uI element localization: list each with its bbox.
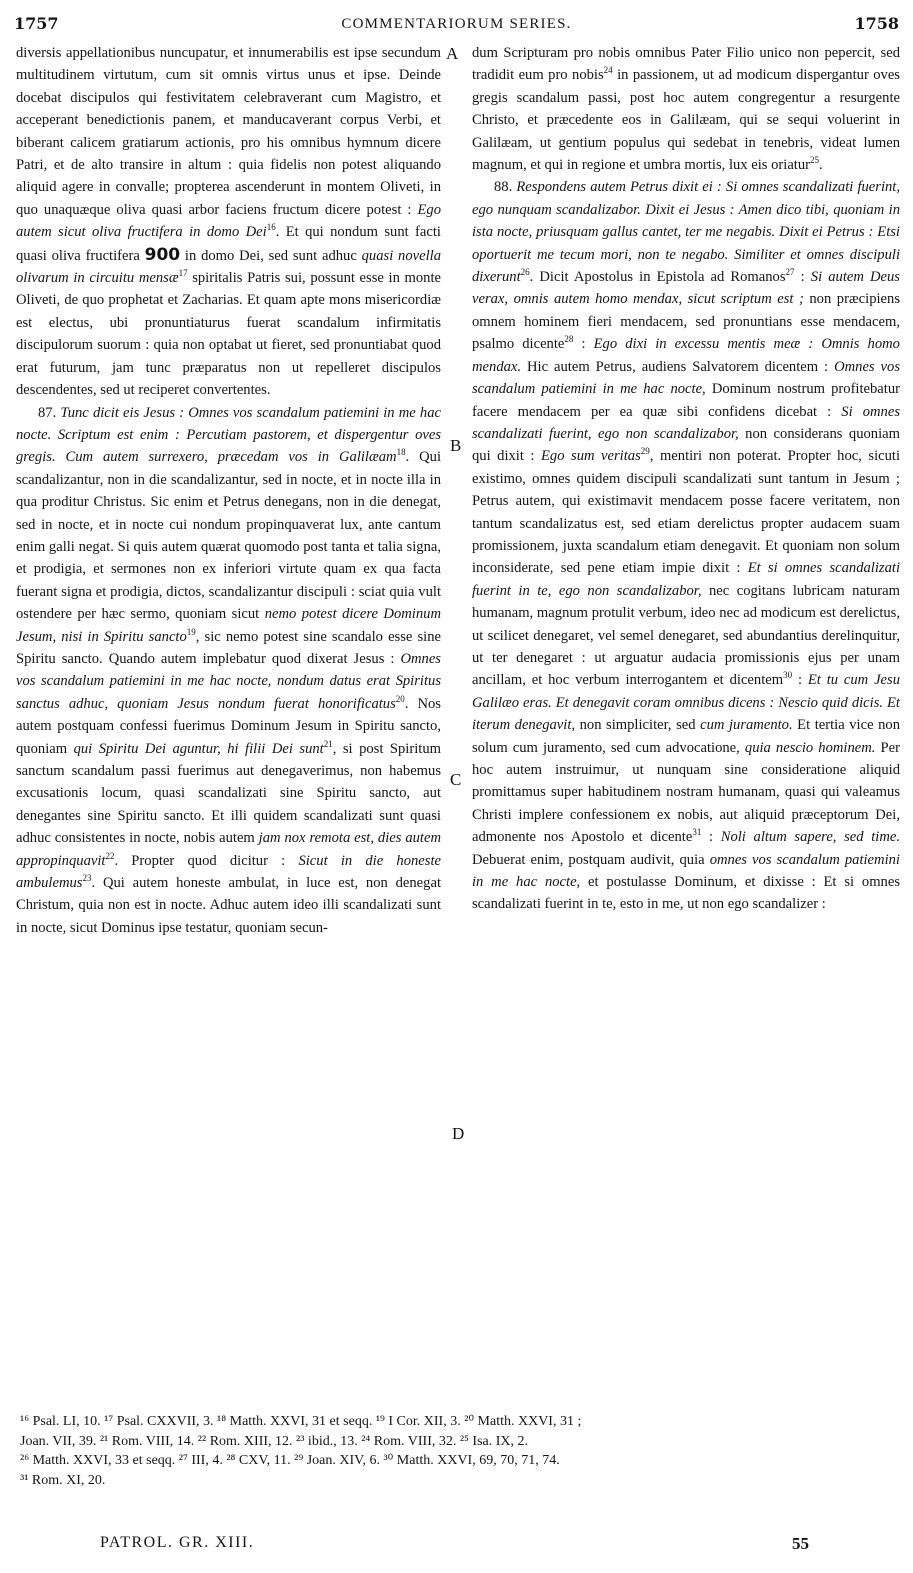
paragraph-continuation: diversis appellationibus nuncupatur, et innumerabilis est ipse secundum multitudinem virtutum, cum sit omnis virtus unus et ipse. Deinde docebat discipulos qui festivitatem celebraverant cum Magistro, et acceperant benedictionis panem, et manducaverant corpus Verbi, et biberant calicem gratiarum actionis, pro his omnibus hymnum dicere Patri, et de alto transire in altum : quia fidelis non potest aliquando aliquid agere in convalle; propterea ascenderunt in montem Oliveti, in quo unaquæque oliva quasi arbor faciens fructum dicere potest : Ego autem sicut oliva fructifera in domo Dei$^{16}$. Et qui nondum sunt facti quasi oliva fructifera 900 in domo Dei, sed sunt adhuc quasi novella olivarum in circuitu mensæ$^{17}$ spiritalis Patris sui, possunt esse in monte Oliveti, de quo prophetat et Zacharias. Et quam apte mons misericordiæ est electus, ubi pronuntiaturus fuerat scandalum infirmitatis discipulorum suorum : quia non optabat ut fieret, sed pronuntiabat quod erat futurum, jam tunc præparatus non ut repelleret discipulos descendentes, sed ut reciperet convertentes. xyxy=(16,45,441,399)
running-title: COMMENTARIORUM SERIES. xyxy=(341,16,572,32)
footnote-line: ¹⁶ Psal. LI, 10. ¹⁷ Psal. CXXVII, 3. ¹⁸ Matth. XXVI, 31 et seqq. ¹⁹ I Cor. XII, 3. ²⁰ Matth. XXVI, 31 ; xyxy=(20,1414,582,1429)
column-number-left: 1757 xyxy=(14,14,59,33)
paragraph-continuation-right: dum Scripturam pro nobis omnibus Pater Filio unico non pepercit, sed tradidit eum pro nobis$^{24}$ in passionem, ut ad modicum dispergantur oves gregis scandalum passi, post hoc autem congregentur a resurgente Christo, et præcedente eos in Galilæam, qui se sequi voluerint in Galilæam, ut gentium populus qui sedebat in tenebris, videat lumen magnum, et qui in regione et umbra mortis, lux eis oriatur$^{25}$. xyxy=(472,45,900,174)
right-column xyxy=(472,42,900,916)
page-footer xyxy=(100,1534,813,1560)
migne-column-number: 900 xyxy=(144,244,181,265)
footnote-line: Joan. VII, 39. ²¹ Rom. VIII, 14. ²² Rom. XIII, 12. ²³ ibid., 13. ²⁴ Rom. VIII, 32. ²⁵ Isa. IX, 2. xyxy=(20,1433,529,1449)
margin-letter-a: A xyxy=(446,44,459,63)
footnote-line: ²⁶ Matth. XXVI, 33 et seqq. ²⁷ III, 4. ²⁸ CXV, 11. ²⁹ Joan. XIV, 6. ³⁰ Matth. XXVI, 69, 70, 71, 74. xyxy=(20,1453,560,1468)
left-column xyxy=(16,42,441,939)
page-header xyxy=(14,14,899,42)
margin-letter-c: C xyxy=(450,770,462,789)
signature-mark: PATROL. GR. XIII. xyxy=(100,1534,255,1551)
margin-letter-b: B xyxy=(450,436,462,455)
paragraph-88: 88. Respondens autem Petrus dixit ei : Si omnes scandalizati fuerint, ego nunquam scandalizabor. Dixit ei Jesus : Amen dico tibi, quoniam in ista nocte, priusquam gallus cantet, ter me negabis. Dixit ei Petrus : Etsi oportuerit me tecum mori, non te negabo. Similiter et omnes discipuli dixerunt$^{26}$. Dicit Apostolus in Epistola ad Romanos$^{27}$ : Si autem Deus verax, omnis autem homo mendax, sicut scriptum est ; non præcipiens omnem hominem fieri mendacem, sed pronuntians esse mendacem, psalmo dicente$^{28}$ : Ego dixi in excessu mentis meæ : Omnis homo mendax. Hic autem Petrus, audiens Salvatorem dicentem : Omnes vos scandalum patiemini in me hac nocte, Dominum nostrum profitebatur facere mendacem per ea quæ sibi confidens dicebat : Si omnes scandalizati fuerint, ego non scandalizabor, non considerans quoniam qui dixit : Ego sum veritas$^{29}$, mentiri non poterat. Propter hoc, sicuti existimo, omnes quidem discipuli scandalizati sunt tantum in Jesum ; Petrus autem, qui existimavit mendacem posse facere veritatem, non tantum scandalizatus est, sed etiam derelictus propter audacem suam promissionem, juxta scandalum etiam denegavit. Et quoniam non solum inconsiderate, sed pene etiam impie dixit : Et si omnes scandalizati fuerint in te, ego non scandalizabor, nec cogitans lubricam naturam humanam, magnum protulit verbum, ideo nec ad modicum est derelictus, ut scilicet denegaret, vel semel denegaret, sed abundantius derelinquitur, ut ter denegaret : ut arguatur audacia promissionis ejus per unam ancillam, et hoc verbum interrogantem et dicentem$^{30}$ : Et tu cum Jesu Galilæo eras. Et denegavit coram omnibus dicens : Nescio quid dicis. Et iterum denegavit, non simpliciter, sed cum juramento. Et tertia vice non solum cum juramento, sed cum advocatione, quia nescio hominem. Per hoc autem instruimur, ut nunquam sine consideratione aliquid promittamus super habitudinem nostram humanam, quasi qui valeamus Christi implere confessionem ex nobis, aut aliquid præceptorum Dei, admonente nos Apostolo et dicente$^{31}$ : Noli altum sapere, sed time. Debuerat enim, postquam audivit, quia omnes vos scandalum patiemini in me hac nocte, et postulasse Dominum, et dixisse : Et si omnes scandalizati fuerint in te, esto in me, ut non ego scandalizer : xyxy=(472,179,901,913)
margin-letter-d: D xyxy=(452,1124,465,1143)
paragraph-87: 87. Tunc dicit eis Jesus : Omnes vos scandalum patiemini in me hac nocte. Scriptum est enim : Percutiam pastorem, et dispergentur oves gregis. Cum autem surrexero, præcedam vos in Galilæam$^{18}$. Qui scandalizantur, non in die scandalizantur, sed in nocte, et in nocte illa in qua proditur Christus. Sic enim et Petrus denegans, non in die denegat, sed in nocte, et in nocte cui nondum propinquaverat lux, ante cantum enim galli negat. Si quis autem quærat quomodo post tanta et talia signa, et prodigia, et sermones non ex inferiori virtute quam ex qua facta fuerant signa et prodigia, dictos, scandalizantur discipuli : sciat quia vult ostendere per hæc sermo, quoniam sicut nemo potest dicere Dominum Jesum, nisi in Spiritu sancto$^{19}$, sic nemo potest sine scandalo esse sine Spiritu sancto. Quando autem implebatur quod dixerat Jesus : Omnes vos scandalum patiemini in me hac nocte, nondum datus erat Spiritus sanctus adhuc, quoniam Jesus nondum fuerat honorificatus$^{20}$. Nos autem postquam confessi fuerimus Dominum Jesum in Spiritu sancto, quoniam qui Spiritu Dei aguntur, hi filii Dei sunt$^{21}$, si post Spiritum sanctum scandalum passi fuerimus aut denegaverimus, non habemus excusationis locum, quasi scandalizati sine Spiritu sancto, aut denegantes sine Spiritu sancto. Et illi quidem scandalizati sunt quasi adhuc consistentes in nocte, nobis autem jam nox remota est, dies autem appropinquavit$^{22}$. Propter quod dicitur : Sicut in die honeste ambulemus$^{23}$. Qui autem honeste ambulat, in luce est, non denegat Christum, quia non est in nocte. Adhuc autem ideo illi scandalizati sunt in nocte, sicut Dominus ipse testatur, quoniam secun- xyxy=(16,404,441,936)
footnote-line: ³¹ Rom. XI, 20. xyxy=(20,1472,106,1488)
footnotes xyxy=(20,1412,893,1490)
sheet-number: 55 xyxy=(792,1534,809,1553)
column-number-right: 1758 xyxy=(854,14,899,33)
